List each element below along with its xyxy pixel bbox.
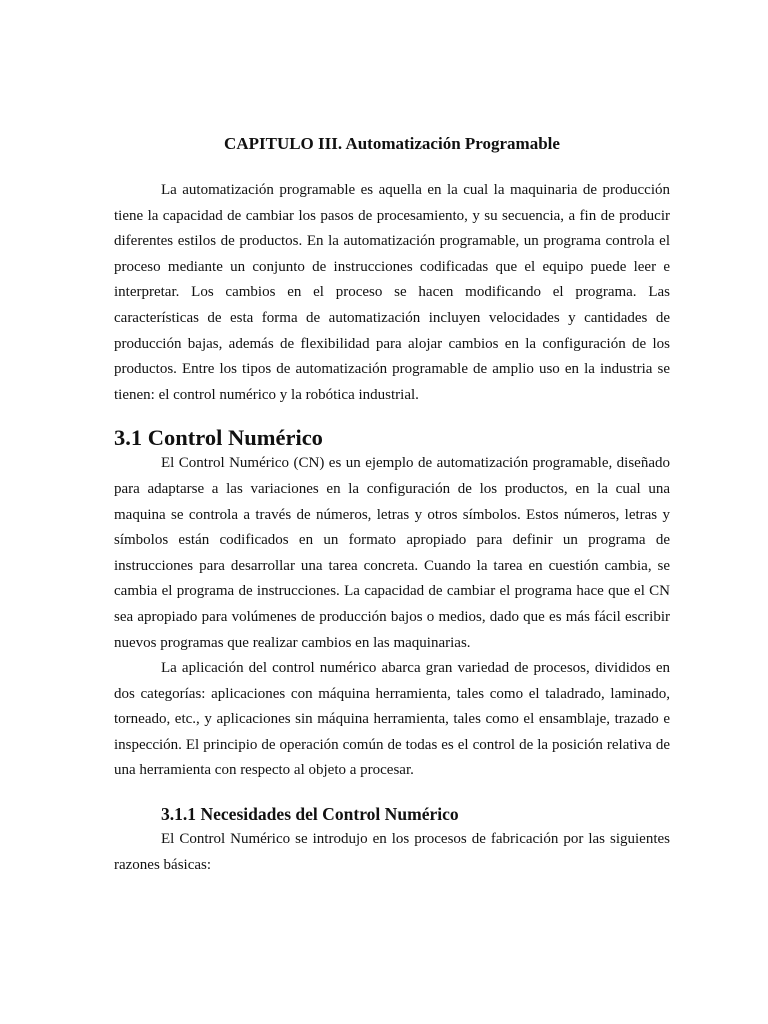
subsection-heading-necesidades: 3.1.1 Necesidades del Control Numérico [161,804,459,825]
section-heading-control-numerico: 3.1 Control Numérico [114,425,323,451]
page-content [114,130,670,878]
intro-paragraph: La automatización programable es aquella en la cual la maquinaria de producción tiene la capacidad de cambiar los pasos de procesamiento, y su secuencia, a fin de producir diferentes estilos de productos. En la automatización programable, un programa controla el proceso mediante un conjunto de instrucciones codificadas que el equipo puede leer e interpretar. Los cambios en el proceso se hacen modificando el programa. Las características de esta forma de automatización incluyen velocidades y cantidades de producción bajas, además de flexibilidad para alojar cambios en la configuración de los productos. Entre los tipos de automatización programable de amplio uso en la industria se tienen: el control numérico y la robótica industrial. [114,182,670,403]
section-3-1-1-paragraph-1: El Control Numérico se introdujo en los procesos de fabricación por las siguientes razones básicas: [114,831,670,873]
section-3-1-paragraph-1: El Control Numérico (CN) es un ejemplo de automatización programable, diseñado para adaptarse a las variaciones en la configuración de los productos, en la cual una maquina se controla a través de números, letras y otros símbolos. Estos números, letras y símbolos están codificados en un formato apropiado para definir un programa de instrucciones para desarrollar una tarea concreta. Cuando la tarea en cuestión cambia, se cambia el programa de instrucciones. La capacidad de cambiar el programa hace que el CN sea apropiado para volúmenes de producción bajos o medios, dado que es más fácil escribir nuevos programas que realizar cambios en las maquinarias. [114,455,670,651]
chapter-title: CAPITULO III. Automatización Programable [224,134,560,153]
section-3-1-paragraph-2: La aplicación del control numérico abarca gran variedad de procesos, divididos en dos categorías: aplicaciones con máquina herramienta, tales como el taladrado, laminado, torneado, etc., y aplicaciones sin máquina herramienta, tales como el ensamblaje, trazado e inspección. El principio de operación común de todas es el control de la posición relativa de una herramienta con respecto al objeto a procesar. [114,660,670,779]
